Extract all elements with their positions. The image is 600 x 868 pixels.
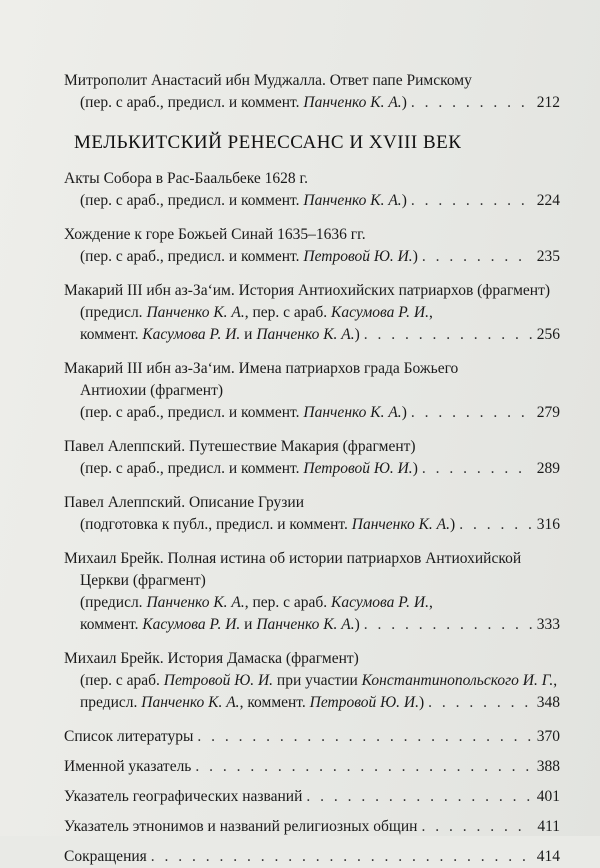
entry-title: Сокращения [64, 848, 147, 865]
entry-title: Михаил Брейк. Полная истина об истории патриархов Антиохийской [64, 550, 522, 567]
leader-dots [411, 92, 532, 114]
section-heading: МЕЛЬКИТСКИЙ РЕНЕССАНС И XVIII ВЕК [74, 132, 462, 153]
leader-dots [428, 692, 532, 714]
toc-entry [64, 224, 560, 268]
page-number: 256 [536, 326, 560, 343]
leader-dots [459, 514, 532, 536]
backmatter-entry [64, 756, 560, 778]
leader-dots [364, 324, 532, 346]
leader-dots [197, 726, 532, 748]
page-number: 235 [536, 248, 560, 265]
page-number: 333 [536, 616, 560, 633]
entry-title-line [64, 70, 560, 92]
backmatter-entry [64, 726, 560, 748]
leader-dots [421, 816, 532, 838]
entry-credits: (пер. с араб., предисл. и коммент. Петровой Ю. И.) [80, 460, 418, 477]
toc-entry [64, 168, 560, 212]
entry-credits: (предисл. Панченко К. А., пер. с араб. Касумова Р. И., [80, 304, 433, 321]
leader-dots [411, 402, 532, 424]
entry-credits: (подготовка к публ., предисл. и коммент. Панченко К. А.) [80, 516, 456, 533]
page-number: 388 [536, 758, 560, 775]
leader-dots [364, 614, 532, 636]
backmatter-entry [64, 846, 560, 868]
entry-credits: коммент. Касумова Р. И. и Панченко К. А.) [80, 326, 360, 343]
page-number: 212 [536, 94, 560, 111]
leader-dots [422, 458, 532, 480]
toc-entry [64, 648, 560, 714]
entry-title: Список литературы [64, 728, 194, 745]
entry-credits: (пер. с араб., предисл. и коммент. Петровой Ю. И.) [80, 248, 418, 265]
backmatter-entry [64, 786, 560, 808]
entry-title: Указатель географических названий [64, 788, 303, 805]
entry-title: Макарий III ибн аз-За‘им. Имена патриархов града Божьего [64, 360, 459, 377]
leader-dots [422, 246, 532, 268]
entry-title: Митрополит Анастасий ибн Муджалла. Ответ папе Римскому [64, 72, 472, 89]
entry-credits: (предисл. Панченко К. А., пер. с араб. Касумова Р. И., [80, 594, 433, 611]
entry-credits: (пер. с араб. Петровой Ю. И. при участии Константинопольского И. Г., [80, 672, 558, 689]
entry-title: Указатель этнонимов и названий религиозных общин [64, 818, 418, 835]
entry-credits: (пер. с араб., предисл. и коммент. Панченко К. А.) [80, 404, 407, 421]
entry-credits: коммент. Касумова Р. И. и Панченко К. А.) [80, 616, 360, 633]
page-number: 348 [536, 694, 560, 711]
toc-entry [64, 358, 560, 424]
page-number: 289 [536, 460, 560, 477]
entry-credits: (пер. с араб., предисл. и коммент. Панченко К. А.) [80, 94, 407, 111]
entry-credits: (пер. с араб., предисл. и коммент. Панченко К. А.) [80, 192, 407, 209]
entry-title: Павел Алеппский. Путешествие Макария (фрагмент) [64, 438, 416, 455]
entry-title: Именной указатель [64, 758, 192, 775]
page-number: 370 [536, 728, 560, 745]
leader-dots [195, 756, 532, 778]
entry-title-cont: Церкви (фрагмент) [80, 572, 206, 589]
leader-dots [411, 190, 532, 212]
leader-dots [306, 786, 532, 808]
entry-title-cont: Антиохии (фрагмент) [80, 382, 224, 399]
page-number: 414 [536, 848, 560, 865]
page-number: 224 [536, 192, 560, 209]
entry-title: Хождение к горе Божьей Синай 1635–1636 гг. [64, 226, 366, 243]
page-number: 401 [536, 788, 560, 805]
toc-entry [64, 492, 560, 536]
page-number: 316 [536, 516, 560, 533]
toc-entry [64, 548, 560, 636]
leader-dots [151, 846, 532, 868]
entry-credits: предисл. Панченко К. А., коммент. Петровой Ю. И.) [80, 694, 425, 711]
entry-credits-line [64, 92, 560, 114]
entry-title: Михаил Брейк. История Дамаска (фрагмент) [64, 650, 359, 667]
page-number: 279 [536, 404, 560, 421]
backmatter-entry [64, 816, 560, 838]
entry-title: Павел Алеппский. Описание Грузии [64, 494, 305, 511]
toc-entry [64, 70, 560, 114]
entry-title: Макарий III ибн аз-За‘им. История Антиохийских патриархов (фрагмент) [64, 282, 551, 299]
toc-entry [64, 280, 560, 346]
toc-entry [64, 436, 560, 480]
page-number: 411 [537, 818, 560, 835]
entry-title: Акты Собора в Рас-Баальбеке 1628 г. [64, 170, 308, 187]
